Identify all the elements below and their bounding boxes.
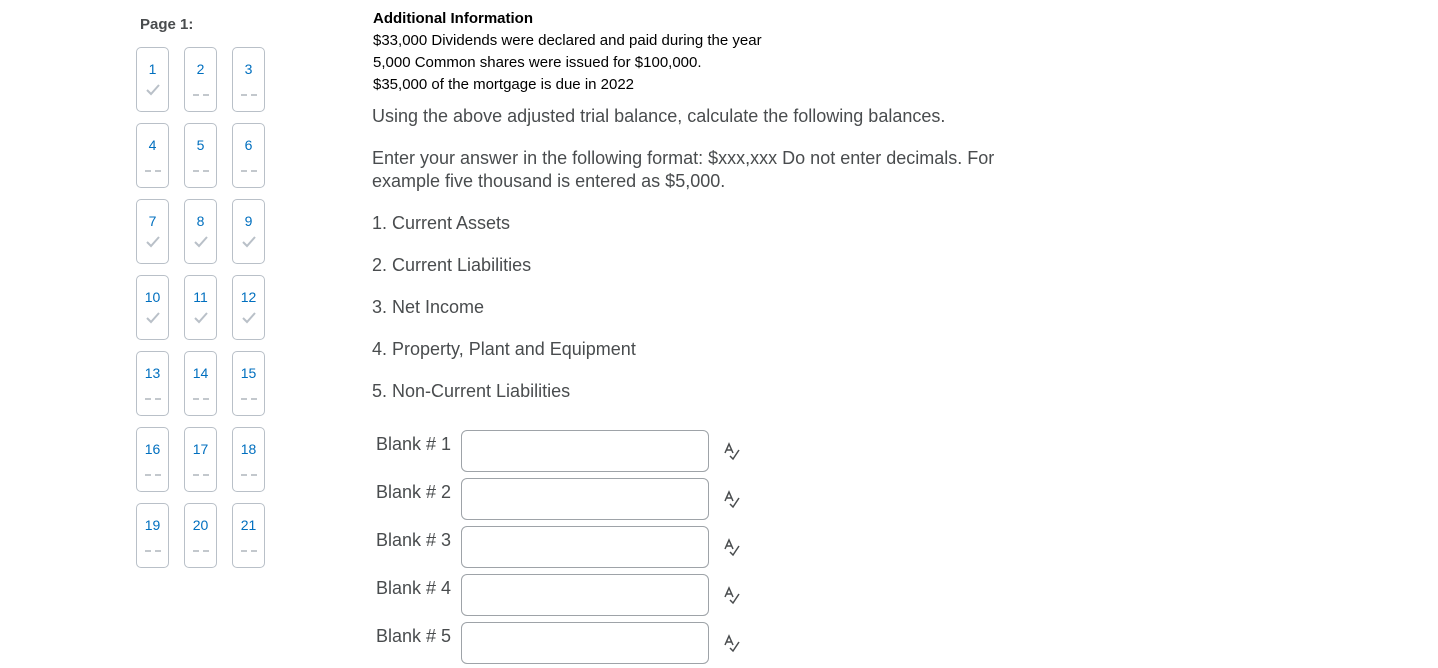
unanswered-dash-icon: [233, 159, 264, 175]
question-intro: Using the above adjusted trial balance, calculate the following balances.: [372, 106, 946, 126]
question-tile-21[interactable]: [232, 503, 265, 568]
checkmark-icon: [233, 311, 264, 327]
unanswered-dash-icon: [137, 387, 168, 403]
question-tile-1[interactable]: [136, 47, 169, 112]
unanswered-dash-icon: [137, 539, 168, 555]
question-item: 3. Net Income: [372, 297, 485, 317]
unanswered-dash-icon: [137, 159, 168, 175]
question-number: 7: [148, 213, 157, 229]
checkmark-icon: [185, 235, 216, 251]
question-number: 1: [148, 61, 157, 77]
question-number: 8: [196, 213, 205, 229]
question-tile-15[interactable]: [232, 351, 265, 416]
checkmark-icon: [137, 311, 168, 327]
question-number: 16: [144, 441, 161, 457]
question-tile-11[interactable]: [184, 275, 217, 340]
unanswered-dash-icon: [137, 463, 168, 479]
info-line: $35,000 of the mortgage is due in 2022: [373, 76, 635, 93]
question-number: 6: [244, 137, 253, 153]
question-tile-6[interactable]: [232, 123, 265, 188]
info-line: $33,000 Dividends were declared and paid during the year: [373, 32, 762, 49]
question-tile-8[interactable]: [184, 199, 217, 264]
info-line: 5,000 Common shares were issued for $100,000.: [373, 54, 702, 71]
spellcheck-icon[interactable]: [722, 634, 742, 658]
question-number: 14: [192, 365, 209, 381]
spellcheck-icon[interactable]: [722, 538, 742, 562]
question-number: 18: [240, 441, 257, 457]
unanswered-dash-icon: [185, 83, 216, 99]
question-item: 2. Current Liabilities: [372, 255, 532, 275]
unanswered-dash-icon: [185, 159, 216, 175]
question-number: 11: [193, 289, 208, 305]
question-number: 21: [240, 517, 257, 533]
question-number: 10: [144, 289, 161, 305]
spellcheck-icon[interactable]: [722, 586, 742, 610]
question-number: 13: [144, 365, 161, 381]
blank-input-2[interactable]: [461, 478, 709, 520]
question-number: 9: [244, 213, 253, 229]
question-number: 4: [148, 137, 157, 153]
question-tile-10[interactable]: [136, 275, 169, 340]
question-tile-19[interactable]: [136, 503, 169, 568]
question-tile-4[interactable]: [136, 123, 169, 188]
question-tile-16[interactable]: [136, 427, 169, 492]
question-tile-5[interactable]: [184, 123, 217, 188]
unanswered-dash-icon: [233, 83, 264, 99]
question-number: 12: [240, 289, 257, 305]
unanswered-dash-icon: [185, 387, 216, 403]
question-number: 3: [244, 61, 253, 77]
blank-input-4[interactable]: [461, 574, 709, 616]
checkmark-icon: [137, 83, 168, 99]
unanswered-dash-icon: [233, 387, 264, 403]
checkmark-icon: [137, 235, 168, 251]
question-item: 1. Current Assets: [372, 213, 511, 233]
question-tile-14[interactable]: [184, 351, 217, 416]
question-tile-9[interactable]: [232, 199, 265, 264]
question-number: 19: [144, 517, 161, 533]
blank-input-5[interactable]: [461, 622, 709, 664]
question-number: 20: [192, 517, 209, 533]
question-tile-13[interactable]: [136, 351, 169, 416]
blank-label: Blank # 3: [376, 530, 452, 550]
unanswered-dash-icon: [185, 539, 216, 555]
question-number: 5: [196, 137, 205, 153]
question-tile-3[interactable]: [232, 47, 265, 112]
question-item: 5. Non-Current Liabilities: [372, 381, 571, 401]
question-tile-2[interactable]: [184, 47, 217, 112]
question-item: 4. Property, Plant and Equipment: [372, 339, 636, 359]
checkmark-icon: [185, 311, 216, 327]
question-number: 2: [196, 61, 205, 77]
blank-input-3[interactable]: [461, 526, 709, 568]
unanswered-dash-icon: [233, 539, 264, 555]
checkmark-icon: [233, 235, 264, 251]
question-number: 15: [240, 365, 257, 381]
blank-label: Blank # 5: [376, 626, 452, 646]
format-instructions: Enter your answer in the following format: $xxx,xxx Do not enter decimals. For example five thousand is entered as $5,000.: [372, 148, 995, 191]
additional-info-title: Additional Information: [373, 10, 533, 27]
spellcheck-icon[interactable]: [722, 490, 742, 514]
blank-label: Blank # 4: [376, 578, 452, 598]
blank-label: Blank # 1: [376, 434, 452, 454]
page-label: Page 1:: [140, 16, 194, 33]
question-tile-18[interactable]: [232, 427, 265, 492]
question-tile-12[interactable]: [232, 275, 265, 340]
question-number: 17: [192, 441, 209, 457]
blank-label: Blank # 2: [376, 482, 452, 502]
question-tile-7[interactable]: [136, 199, 169, 264]
question-tile-20[interactable]: [184, 503, 217, 568]
unanswered-dash-icon: [233, 463, 264, 479]
blank-input-1[interactable]: [461, 430, 709, 472]
unanswered-dash-icon: [185, 463, 216, 479]
spellcheck-icon[interactable]: [722, 442, 742, 466]
question-tile-17[interactable]: [184, 427, 217, 492]
